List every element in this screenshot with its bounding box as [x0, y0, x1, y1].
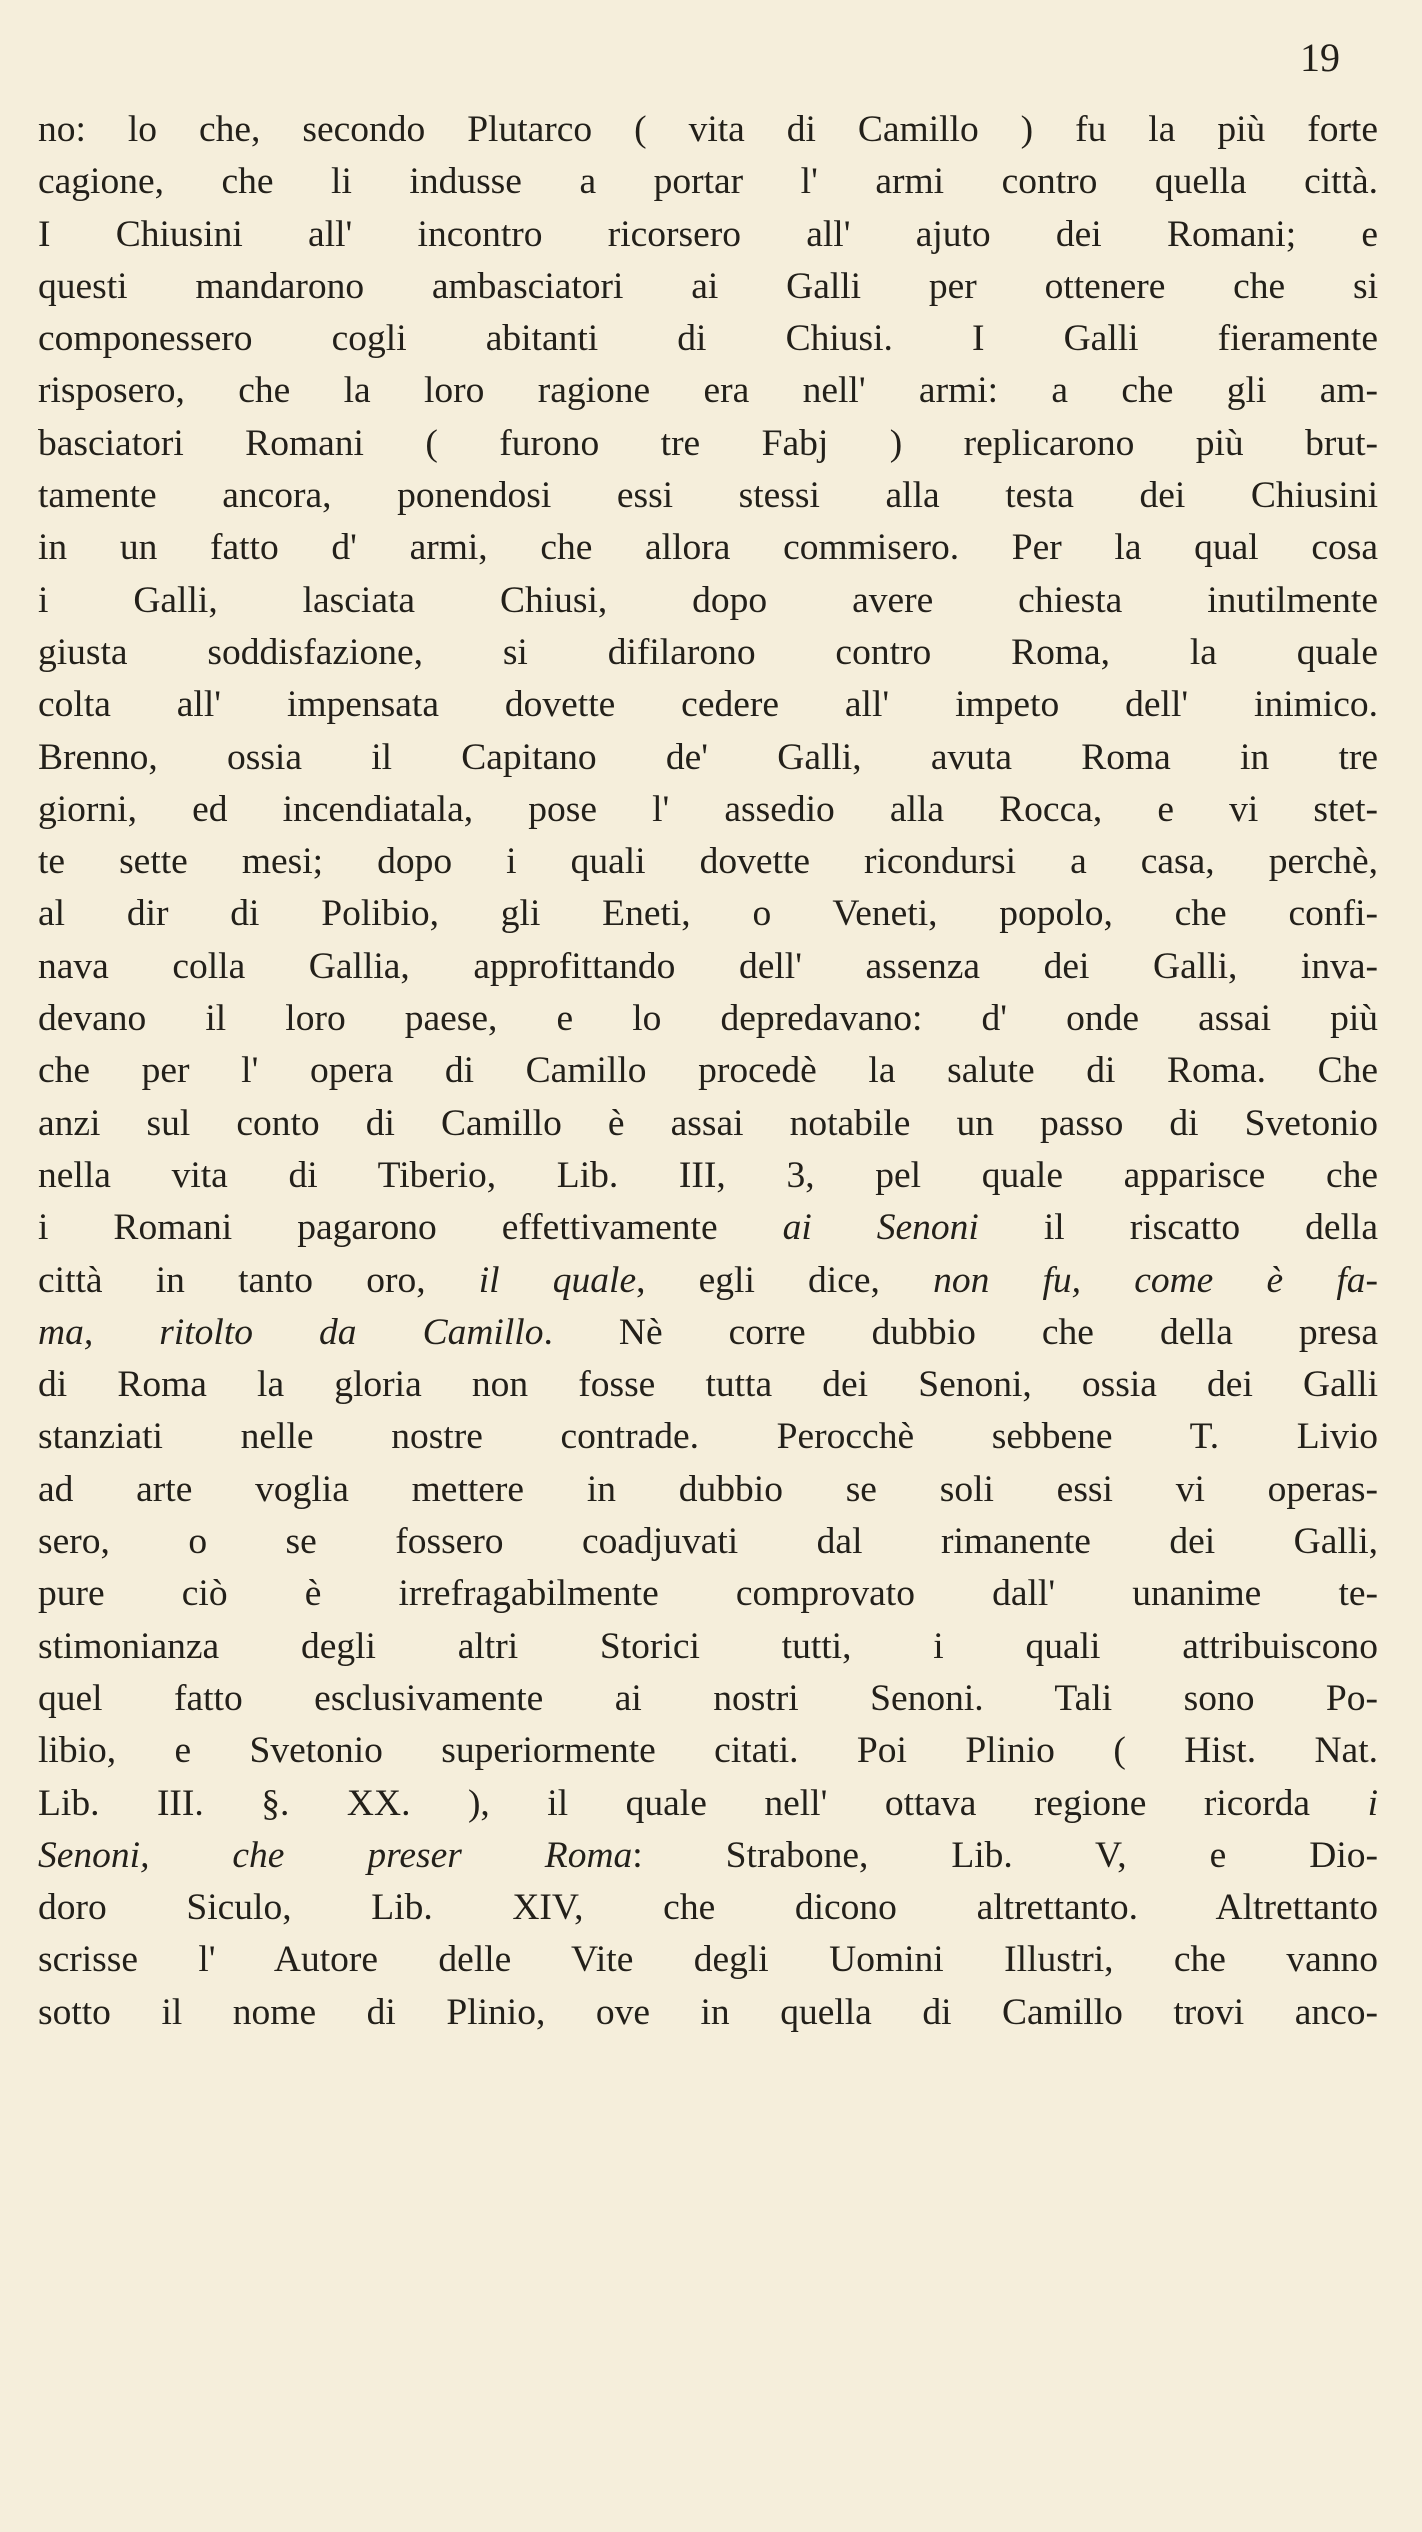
text-line: [38, 1045, 1378, 1097]
text-segment: in un fatto d' armi, che allora commisero. Per la qual cosa: [38, 527, 1378, 569]
text-line: [38, 1411, 1378, 1463]
text-line: [38, 836, 1378, 888]
text-line: [38, 522, 1378, 574]
text-line: [38, 888, 1378, 940]
text-line: [38, 1934, 1378, 1986]
text-segment: , egli dice,: [636, 1259, 934, 1301]
text-segment: i Galli, lasciata Chiusi, dopo avere chiesta inutilmente: [38, 579, 1378, 621]
italic-text-segment: i: [1367, 1782, 1378, 1824]
text-segment: i Romani pagarono effettivamente: [38, 1207, 783, 1249]
text-line: [38, 1464, 1378, 1516]
text-line: [38, 575, 1378, 627]
text-segment: nava colla Gallia, approfittando dell' assenza dei Galli, inva-: [38, 945, 1378, 987]
text-line: [38, 732, 1378, 784]
text-segment: componessero cogli abitanti di Chiusi. I Galli fieramente: [38, 318, 1378, 360]
text-line: [38, 1150, 1378, 1202]
text-line: [38, 209, 1378, 261]
text-line: [38, 941, 1378, 993]
text-line: [38, 1778, 1378, 1830]
text-segment: scrisse l' Autore delle Vite degli Uomini Illustri, che vanno: [38, 1939, 1378, 1981]
text-segment: sotto il nome di Plinio, ove in quella di Camillo trovi anco-: [38, 1991, 1378, 2033]
text-segment: pure ciò è irrefragabilmente comprovato dall' unanime te-: [38, 1573, 1378, 1615]
text-segment: cagione, che li indusse a portar l' armi contro quella città.: [38, 161, 1378, 203]
text-segment: te sette mesi; dopo i quali dovette ricondursi a casa, perchè,: [38, 841, 1378, 883]
text-line: [38, 365, 1378, 417]
text-line: [38, 627, 1378, 679]
text-segment: devano il loro paese, e lo depredavano: d' onde assai più: [38, 998, 1378, 1040]
text-line: [38, 418, 1378, 470]
text-line: [38, 1255, 1378, 1307]
text-segment: : Strabone, Lib. V, e Dio-: [632, 1834, 1378, 1876]
text-segment: il riscatto della: [978, 1207, 1378, 1249]
text-segment: stimonianza degli altri Storici tutti, i quali attribuiscono: [38, 1625, 1378, 1667]
text-line: [38, 784, 1378, 836]
text-line: [38, 470, 1378, 522]
text-line: [38, 1307, 1378, 1359]
text-segment: I Chiusini all' incontro ricorsero all' ajuto dei Romani; e: [38, 213, 1378, 255]
italic-text-segment: ai Senoni: [782, 1207, 979, 1249]
italic-text-segment: ma, ritolto da Camillo: [38, 1311, 544, 1353]
text-line: [38, 104, 1378, 156]
text-segment: ad arte voglia mettere in dubbio se soli essi vi operas-: [38, 1468, 1378, 1510]
italic-text-segment: Senoni, che preser Roma: [38, 1834, 633, 1876]
text-line: [38, 1568, 1378, 1620]
text-segment: questi mandarono ambasciatori ai Galli per ottenere che si: [38, 265, 1378, 307]
text-segment: doro Siculo, Lib. XIV, che dicono altrettanto. Altrettanto: [38, 1887, 1378, 1929]
page-number: 19: [1300, 35, 1340, 80]
text-segment: . Nè corre dubbio che della presa: [543, 1311, 1379, 1353]
text-line: [38, 1673, 1378, 1725]
text-line: [38, 1202, 1378, 1254]
text-line: [38, 261, 1378, 313]
text-segment: di Roma la gloria non fosse tutta dei Senoni, ossia dei Galli: [38, 1364, 1378, 1406]
body-text: [38, 104, 1378, 2039]
text-segment: basciatori Romani ( furono tre Fabj ) replicarono più brut-: [38, 422, 1378, 464]
text-line: [38, 679, 1378, 731]
text-segment: no: lo che, secondo Plutarco ( vita di Camillo ) fu la più forte: [38, 109, 1378, 150]
text-segment: sero, o se fossero coadjuvati dal rimanente dei Galli,: [38, 1521, 1378, 1563]
text-line: [38, 993, 1378, 1045]
text-segment: libio, e Svetonio superiormente citati. Poi Plinio ( Hist. Nat.: [38, 1730, 1378, 1772]
text-line: [38, 156, 1378, 208]
text-line: [38, 1830, 1378, 1882]
text-segment: nella vita di Tiberio, Lib. III, 3, pel quale apparisce che: [38, 1154, 1378, 1196]
text-segment: che per l' opera di Camillo procedè la salute di Roma. Che: [38, 1050, 1378, 1092]
text-segment: tamente ancora, ponendosi essi stessi alla testa dei Chiusini: [38, 475, 1378, 517]
text-segment: giorni, ed incendiatala, pose l' assedio alla Rocca, e vi stet-: [38, 788, 1378, 830]
text-line: [38, 1621, 1378, 1673]
text-line: [38, 313, 1378, 365]
italic-text-segment: il quale: [478, 1259, 637, 1301]
text-segment: colta all' impensata dovette cedere all' impeto dell' inimico.: [38, 684, 1378, 726]
text-line: [38, 1725, 1378, 1777]
text-segment: risposero, che la loro ragione era nell' armi: a che gli am-: [38, 370, 1378, 412]
text-line: [38, 1987, 1378, 2039]
text-line: [38, 1882, 1378, 1934]
text-segment: Lib. III. §. XX. ), il quale nell' ottava regione ricorda: [38, 1782, 1368, 1824]
text-line: [38, 1359, 1378, 1411]
text-segment: stanziati nelle nostre contrade. Perocchè sebbene T. Livio: [38, 1416, 1378, 1458]
text-line: [38, 1098, 1378, 1150]
text-line: [38, 1516, 1378, 1568]
text-segment: città in tanto oro,: [38, 1259, 479, 1301]
text-segment: quel fatto esclusivamente ai nostri Senoni. Tali sono Po-: [38, 1677, 1378, 1719]
text-segment: Brenno, ossia il Capitano de' Galli, avuta Roma in tre: [38, 736, 1378, 778]
text-segment: al dir di Polibio, gli Eneti, o Veneti, popolo, che confi-: [38, 893, 1378, 935]
text-segment: anzi sul conto di Camillo è assai notabile un passo di Svetonio: [38, 1102, 1378, 1144]
text-segment: giusta soddisfazione, si difilarono contro Roma, la quale: [38, 631, 1378, 673]
italic-text-segment: non fu, come è fa-: [933, 1259, 1378, 1301]
